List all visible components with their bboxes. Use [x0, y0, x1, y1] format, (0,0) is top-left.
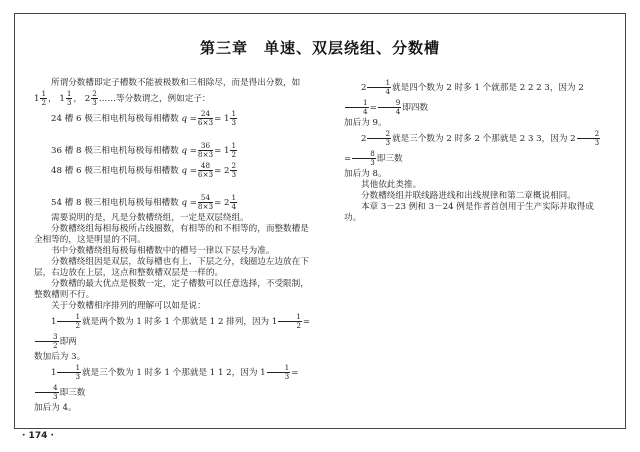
right-column [344, 78, 604, 224]
page-number: · 174 · [22, 431, 54, 441]
left-column [34, 78, 316, 414]
paragraph: 关于分数槽相序排列的理解可以如是说： [51, 301, 206, 311]
paragraph: 本章 3－23 例和 3－24 例是作者首创用于生产实际并取得成功。 [344, 202, 594, 223]
slot-example: 24 槽 6 极三相电机每极每相槽数 q = $\frac{24}{6\times 3}$ = 1 $\frac{1}{3}$ [51, 108, 237, 127]
sequence-rule-2: 1 $\frac{1}{3}$ 就是三个数为 1 时多 1 个那就是 1 1 2，因为 1 $\frac{1}{3}$ = $\frac{4}{3}$ 即三数 加后为 4。 [34, 362, 299, 413]
paragraph: 需要说明的是，凡是分数槽绕组，一定是双层绕组。 [51, 213, 249, 223]
sequence-rule-4: 2 $\frac{2}{3}$ 就是三个数为 2 时多 2 个那就是 2 3 3，因为 2 $\frac{2}{3}$ = $\frac{8}{3}$ 即三数 加后为 8。 [344, 128, 600, 179]
sequence-rule-1: 1 $\frac{1}{2}$ 就是两个数为 1 时多 1 个那就是 1 2 排列，因为 1 $\frac{1}{2}$ = $\frac{3}{2}$ 即两 数加后为 3。 [34, 311, 311, 362]
paragraph: 其他依此类推。 [361, 180, 422, 190]
paragraph: 书中分数槽绕组每极每相槽数中的槽号一律以下层号为准。 [51, 246, 275, 256]
slot-example: 54 槽 8 极三相电机每极每相槽数 q = $\frac{54}{8\times 3}$ = 2 $\frac{1}{4}$ [51, 192, 237, 211]
paragraph: 分数槽绕组因是双层，故每槽也有上、下层之分，线圈边左边放在下层，右边放在上层，这点和整数槽双层是一样的。 [34, 257, 309, 278]
chapter-title: 第三章 单速、双层绕组、分数槽 [199, 39, 440, 57]
sequence-rule-3: 2 $\frac{1}{4}$ 就是四个数为 2 时多 1 个就那是 2 2 2 3，因为 2 $\frac{1}{4}$ = $\frac{9}{4}$ 即四数 加后为 9。 [344, 77, 584, 128]
slot-example: 36 槽 8 极三相电机每极每相槽数 q = $\frac{36}{8\times 3}$ = 1 $\frac{1}{2}$ [51, 140, 237, 159]
intro-paragraph: 所谓分数槽即定子槽数不能被极数和三相除尽，而是得出分数，如 [51, 78, 301, 88]
paragraph: 分数槽绕组并联线路进线和出线规律和第二章概说相同。 [361, 191, 576, 201]
paragraph: 分数槽绕组每相每极所占线圈数，有相等的和不相等的，而整数槽是全相等的，这是明显的不同。 [34, 224, 309, 245]
paragraph: 分数槽的最大优点是极数一定，定子槽数可以任意选择，不受限制，整数槽则不行。 [34, 279, 309, 300]
intro-fractions: 1 $\frac{1}{2}$ ， 1 $\frac{1}{3}$ ， 2 $\frac{2}{3}$ ……等分数谓之，例如定子： [34, 88, 211, 107]
slot-example: 48 槽 6 极三相电机每极每相槽数 q = $\frac{48}{6\times 3}$ = 2 $\frac{2}{3}$ [51, 160, 237, 179]
